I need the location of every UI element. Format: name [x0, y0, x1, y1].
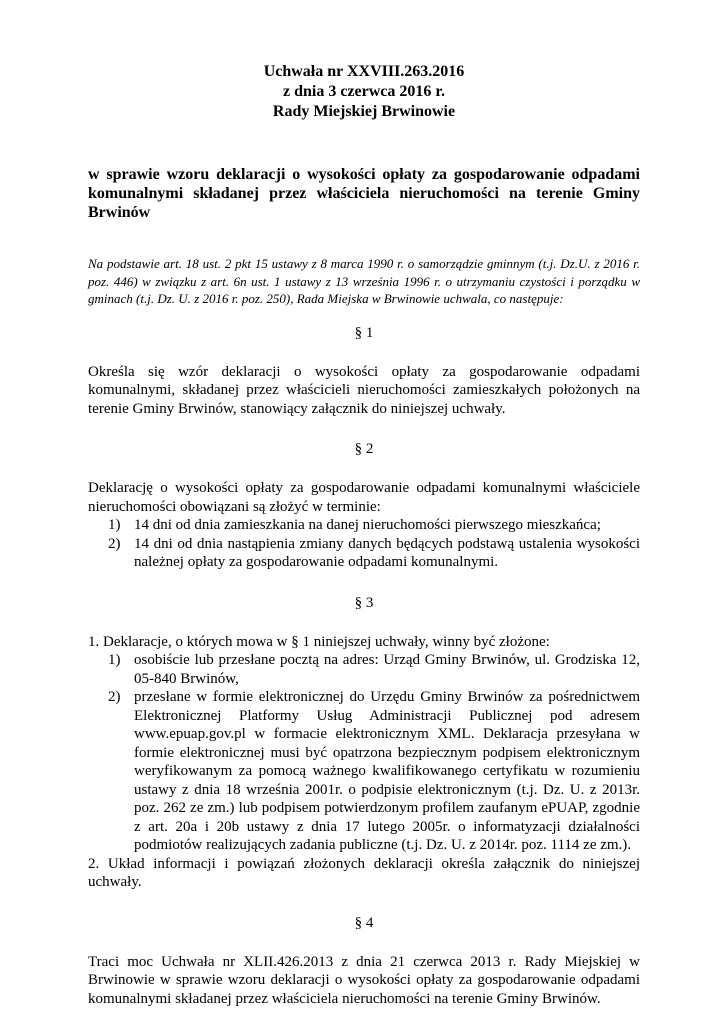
section-3-point-2: 2. Układ informacji i powiązań złożonych deklaracji określa załącznik do niniejszej uchwały. — [88, 855, 640, 890]
legal-basis: Na podstawie art. 18 ust. 2 pkt 15 ustawy z 8 marca 1990 r. o samorządzie gminnym (t.j. Dz.U. z 2016 r. poz. 446) w związku z art. 6n ust. 1 ustawy z 13 września 1996 r. o utrzymaniu czystości i porządku w gminach (t.j. Dz. U. z 2016 r. poz. 250), Rada Miejska w Brwinowie uchwala, co następuje: — [88, 256, 640, 306]
resolution-council: Rady Miejskiej Brwinowie — [272, 103, 456, 120]
section-3-mark: § 3 — [354, 594, 374, 611]
section-2-text: Deklarację o wysokości opłaty za gospodarowanie odpadami komunalnymi właściciele nieruchomości obowiązani są złożyć w terminie: — [88, 480, 640, 515]
list-item — [108, 688, 640, 855]
list-item-text: osobiście lub przesłane pocztą na adres: Urząd Gminy Brwinów, ul. Grodziska 12, 05-840 Brwinów, — [134, 652, 640, 687]
resolution-date: z dnia 3 czerwca 2016 r. — [282, 83, 446, 100]
section-1-text: Określa się wzór deklaracji o wysokości opłaty za gospodarowanie odpadami komunalnymi, składanej przez właścicieli nieruchomości zamieszkałych położonych na terenie Gminy Brwinów, stanowiący załącznik do niniejszej uchwały. — [88, 363, 640, 417]
section-2-list — [88, 516, 640, 572]
resolution-subject: w sprawie wzoru deklaracji o wysokości opłaty za gospodarowanie odpadami komunalnymi składanej przez właściciela nieruchomości na terenie Gminy Brwinów — [88, 166, 640, 221]
list-item — [108, 651, 640, 688]
section-2-mark: § 2 — [354, 441, 374, 457]
document-page — [88, 62, 640, 1008]
section-4-text: Traci moc Uchwała nr XLII.426.2013 z dnia 21 czerwca 2013 r. Rady Miejskiej w Brwinowie w sprawie wzoru deklaracji o wysokości opłaty za gospodarowanie odpadami komunalnymi składanej przez właściciela nieruchomości na terenie Gminy Brwinów. — [88, 953, 640, 1007]
list-item-text: przesłane w formie elektronicznej do Urzędu Gminy Brwinów za pośrednictwem Elektronicznej Platformy Usług Administracji Publicznej pod adresem www.epuap.gov.pl w formacie elektronicznym XML. Deklaracja przesyłana w formie elektronicznej musi być opatrzona bezpiecznym podpisem elektronicznym weryfikowanym za pomocą ważnego kwalifikowanego certyfikatu w rozumieniu ustawy z dnia 18 września 2001r. o podpisie elektronicznym (t.j. Dz. U. z 2013r. poz. 262 ze zm.) lub podpisem potwierdzonym profilem zaufanym ePUAP, zgodnie z art. 20a i 20b ustawy z dnia 17 lutego 2005r. o informatyzacji działalności podmiotów realizujących zadania publiczne (t.j. Dz. U. z 2014r. poz. 1114 ze zm.). — [134, 689, 640, 853]
list-item — [108, 535, 640, 572]
list-item-number: 2) — [108, 689, 121, 705]
list-item-text: 14 dni od dnia zamieszkania na danej nieruchomości pierwszego mieszkańca; — [134, 517, 601, 533]
resolution-number: Uchwała nr XXVIII.263.2016 — [263, 63, 465, 80]
section-4-mark: § 4 — [354, 914, 374, 931]
list-item-number: 1) — [108, 517, 121, 533]
section-3-point-1: 1. Deklaracje, o których mowa w § 1 niniejszej uchwały, winny być złożone: — [88, 633, 550, 650]
list-item-text: 14 dni od dnia nastąpienia zmiany danych będących podstawą ustalenia wysokości należnej opłaty za gospodarowanie odpadami komunalnymi. — [134, 535, 640, 570]
list-item — [108, 516, 640, 535]
section-1-mark: § 1 — [354, 324, 374, 341]
list-item-number: 2) — [108, 535, 121, 552]
list-item-number: 1) — [108, 652, 121, 668]
section-3-list — [88, 651, 640, 855]
